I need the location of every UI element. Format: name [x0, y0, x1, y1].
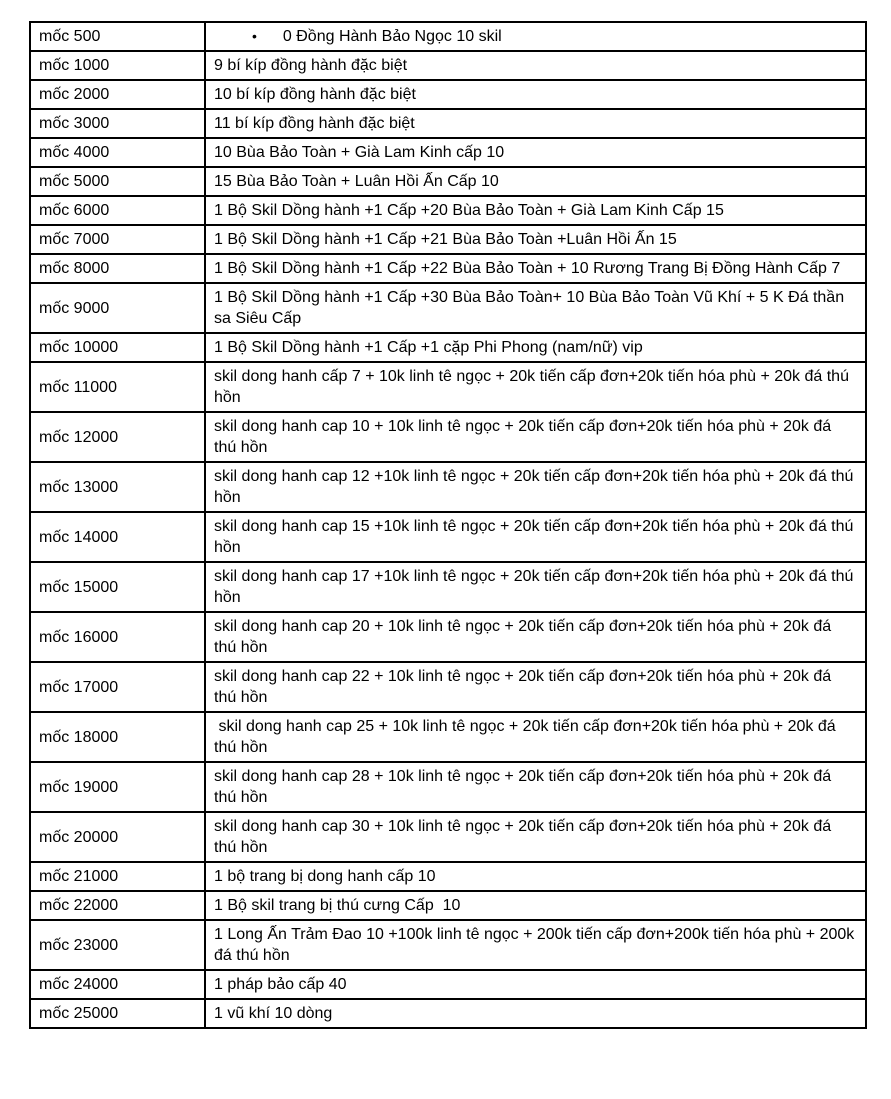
milestone-cell: mốc 19000 — [30, 762, 205, 812]
table-row — [30, 167, 866, 196]
table-row — [30, 51, 866, 80]
table-row — [30, 412, 866, 462]
reward-cell: 1 Long Ấn Trảm Đao 10 +100k linh tê ngọc + 200k tiến cấp đơn+200k tiến hóa phù + 200k đá thú hồn — [205, 920, 866, 970]
milestone-cell: mốc 12000 — [30, 412, 205, 462]
table-row — [30, 891, 866, 920]
bullet-icon: • — [252, 28, 257, 44]
reward-cell: 10 bí kíp đồng hành đặc biệt — [205, 80, 866, 109]
table-row — [30, 225, 866, 254]
reward-cell: 15 Bùa Bảo Toàn + Luân Hồi Ấn Cấp 10 — [205, 167, 866, 196]
milestone-cell: mốc 14000 — [30, 512, 205, 562]
milestone-cell: mốc 18000 — [30, 712, 205, 762]
reward-cell: skil dong hanh cap 12 +10k linh tê ngọc + 20k tiến cấp đơn+20k tiến hóa phù + 20k đá thú hồn — [205, 462, 866, 512]
reward-cell: skil dong hanh cap 22 + 10k linh tê ngọc + 20k tiến cấp đơn+20k tiến hóa phù + 20k đá thú hồn — [205, 662, 866, 712]
reward-cell: skil dong hanh cap 15 +10k linh tê ngọc + 20k tiến cấp đơn+20k tiến hóa phù + 20k đá thú hồn — [205, 512, 866, 562]
reward-cell: skil dong hanh cap 10 + 10k linh tê ngọc + 20k tiến cấp đơn+20k tiến hóa phù + 20k đá thú hồn — [205, 412, 866, 462]
table-row — [30, 254, 866, 283]
reward-cell: 11 bí kíp đồng hành đặc biệt — [205, 109, 866, 138]
table-row — [30, 812, 866, 862]
milestone-cell: mốc 15000 — [30, 562, 205, 612]
table-row — [30, 109, 866, 138]
milestone-cell: mốc 11000 — [30, 362, 205, 412]
table-row — [30, 333, 866, 362]
milestone-cell: mốc 4000 — [30, 138, 205, 167]
reward-cell: 1 Bộ skil trang bị thú cưng Cấp 10 — [205, 891, 866, 920]
milestone-cell: mốc 23000 — [30, 920, 205, 970]
table-row — [30, 138, 866, 167]
milestone-cell: mốc 8000 — [30, 254, 205, 283]
milestone-cell: mốc 17000 — [30, 662, 205, 712]
reward-cell — [205, 22, 866, 51]
table-row — [30, 80, 866, 109]
milestone-cell: mốc 22000 — [30, 891, 205, 920]
milestone-cell: mốc 25000 — [30, 999, 205, 1028]
milestone-table-body — [30, 22, 866, 1028]
milestone-cell: mốc 1000 — [30, 51, 205, 80]
reward-cell: 1 Bộ Skil Dồng hành +1 Cấp +22 Bùa Bảo Toàn + 10 Rương Trang Bị Đồng Hành Cấp 7 — [205, 254, 866, 283]
milestone-cell: mốc 24000 — [30, 970, 205, 999]
reward-text: 0 Đồng Hành Bảo Ngọc 10 skil — [282, 28, 502, 45]
reward-cell: 9 bí kíp đồng hành đặc biệt — [205, 51, 866, 80]
table-row — [30, 970, 866, 999]
table-row — [30, 196, 866, 225]
reward-cell: skil dong hanh cap 28 + 10k linh tê ngọc + 20k tiến cấp đơn+20k tiến hóa phù + 20k đá thú hồn — [205, 762, 866, 812]
milestone-cell: mốc 10000 — [30, 333, 205, 362]
table-row — [30, 362, 866, 412]
table-row — [30, 22, 866, 51]
reward-cell: 1 bộ trang bị dong hanh cấp 10 — [205, 862, 866, 891]
reward-cell: 10 Bùa Bảo Toàn + Già Lam Kinh cấp 10 — [205, 138, 866, 167]
table-row — [30, 512, 866, 562]
reward-cell: skil dong hanh cap 17 +10k linh tê ngọc + 20k tiến cấp đơn+20k tiến hóa phù + 20k đá thú hồn — [205, 562, 866, 612]
reward-cell: skil dong hanh cap 25 + 10k linh tê ngọc + 20k tiến cấp đơn+20k tiến hóa phù + 20k đá thú hồn — [205, 712, 866, 762]
milestone-cell: mốc 20000 — [30, 812, 205, 862]
milestone-cell: mốc 7000 — [30, 225, 205, 254]
milestone-cell: mốc 13000 — [30, 462, 205, 512]
table-row — [30, 283, 866, 333]
table-row — [30, 462, 866, 512]
reward-cell: 1 Bộ Skil Dồng hành +1 Cấp +21 Bùa Bảo Toàn +Luân Hồi Ấn 15 — [205, 225, 866, 254]
table-row — [30, 862, 866, 891]
table-row — [30, 662, 866, 712]
milestone-cell: mốc 500 — [30, 22, 205, 51]
table-row — [30, 999, 866, 1028]
milestone-cell: mốc 16000 — [30, 612, 205, 662]
reward-cell: skil dong hanh cap 30 + 10k linh tê ngọc + 20k tiến cấp đơn+20k tiến hóa phù + 20k đá thú hồn — [205, 812, 866, 862]
reward-cell: 1 pháp bảo cấp 40 — [205, 970, 866, 999]
milestone-cell: mốc 5000 — [30, 167, 205, 196]
milestone-cell: mốc 9000 — [30, 283, 205, 333]
reward-cell: 1 Bộ Skil Dồng hành +1 Cấp +1 cặp Phi Phong (nam/nữ) vip — [205, 333, 866, 362]
table-row — [30, 562, 866, 612]
reward-cell: skil dong hanh cap 20 + 10k linh tê ngọc + 20k tiến cấp đơn+20k tiến hóa phù + 20k đá thú hồn — [205, 612, 866, 662]
reward-cell: 1 Bộ Skil Dồng hành +1 Cấp +30 Bùa Bảo Toàn+ 10 Bùa Bảo Toàn Vũ Khí + 5 K Đá thần sa Siêu Cấp — [205, 283, 866, 333]
table-row — [30, 920, 866, 970]
milestone-cell: mốc 6000 — [30, 196, 205, 225]
reward-cell: 1 vũ khí 10 dòng — [205, 999, 866, 1028]
reward-cell: 1 Bộ Skil Dồng hành +1 Cấp +20 Bùa Bảo Toàn + Già Lam Kinh Cấp 15 — [205, 196, 866, 225]
milestone-cell: mốc 21000 — [30, 862, 205, 891]
reward-cell: skil dong hanh cấp 7 + 10k linh tê ngọc + 20k tiến cấp đơn+20k tiến hóa phù + 20k đá thú hồn — [205, 362, 866, 412]
table-row — [30, 712, 866, 762]
milestone-cell: mốc 3000 — [30, 109, 205, 138]
milestone-cell: mốc 2000 — [30, 80, 205, 109]
milestone-rewards-table — [29, 21, 867, 1029]
table-row — [30, 762, 866, 812]
table-row — [30, 612, 866, 662]
